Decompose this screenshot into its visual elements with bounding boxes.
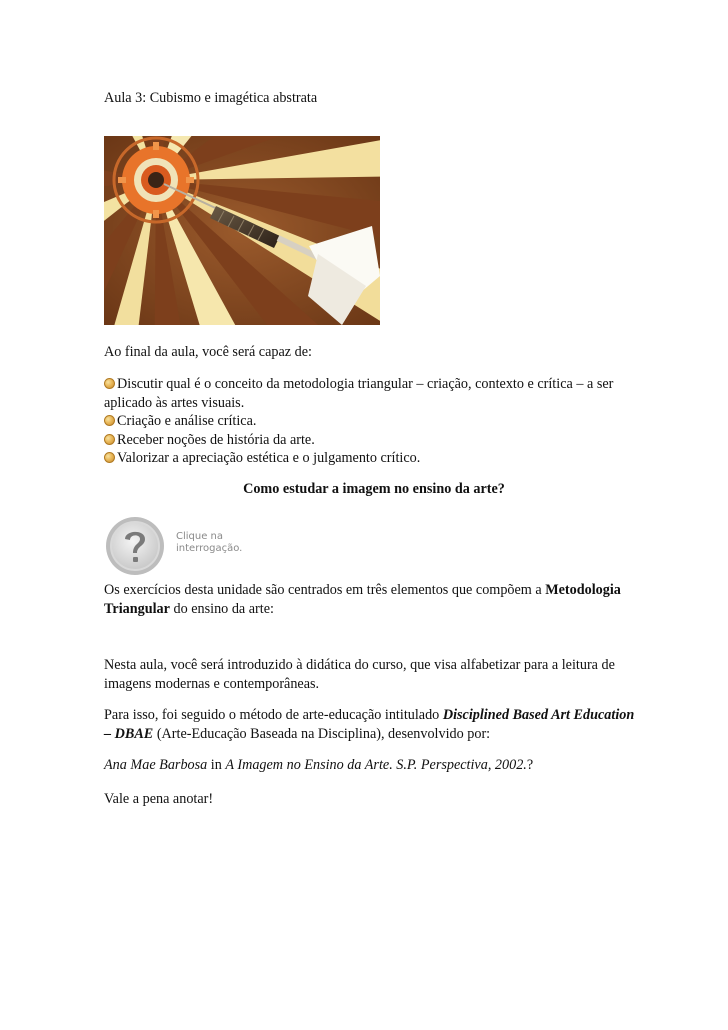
list-item: Valorizar a apreciação estética e o julgamento crítico. — [104, 449, 644, 468]
bullet-icon — [104, 415, 115, 426]
objectives-intro: Ao final da aula, você será capaz de: — [104, 344, 312, 360]
paragraph: Vale a pena anotar! — [104, 791, 214, 807]
help-button[interactable] — [104, 515, 166, 577]
lesson-title: Aula 3: Cubismo e imagética abstrata — [104, 90, 318, 106]
list-item: Criação e análise crítica. — [104, 412, 644, 431]
bullet-icon — [104, 434, 115, 445]
paragraph: Os exercícios desta unidade são centrados em três elementos que compõem a Metodologia Triangular do ensino da arte: — [104, 582, 621, 617]
dartboard-illustration — [104, 136, 380, 325]
paragraph: Para isso, foi seguido o método de arte-educação intitulado Disciplined Based Art Education – DBAE (Arte-Educação Baseada na Disciplina), desenvolvido por: — [104, 707, 635, 742]
list-item: Discutir qual é o conceito da metodologia triangular – criação, contexto e crítica – a ser aplicado às artes visuais. — [104, 376, 614, 411]
bullet-icon — [104, 378, 115, 389]
objectives-list — [104, 375, 644, 468]
help-caption: Clique na interrogação. — [176, 531, 243, 554]
bullet-icon — [104, 452, 115, 463]
dartboard-image — [104, 136, 380, 325]
question-mark-icon — [104, 515, 166, 577]
list-item: Receber noções de história da arte. — [104, 431, 644, 450]
citation: Ana Mae Barbosa in A Imagem no Ensino da Arte. S.P. Perspectiva, 2002.? — [104, 757, 534, 773]
paragraph: Nesta aula, você será introduzido à didática do curso, que visa alfabetizar para a leitura de imagens modernas e contemporâneas. — [104, 657, 615, 692]
section-question: Como estudar a imagem no ensino da arte? — [243, 481, 505, 497]
